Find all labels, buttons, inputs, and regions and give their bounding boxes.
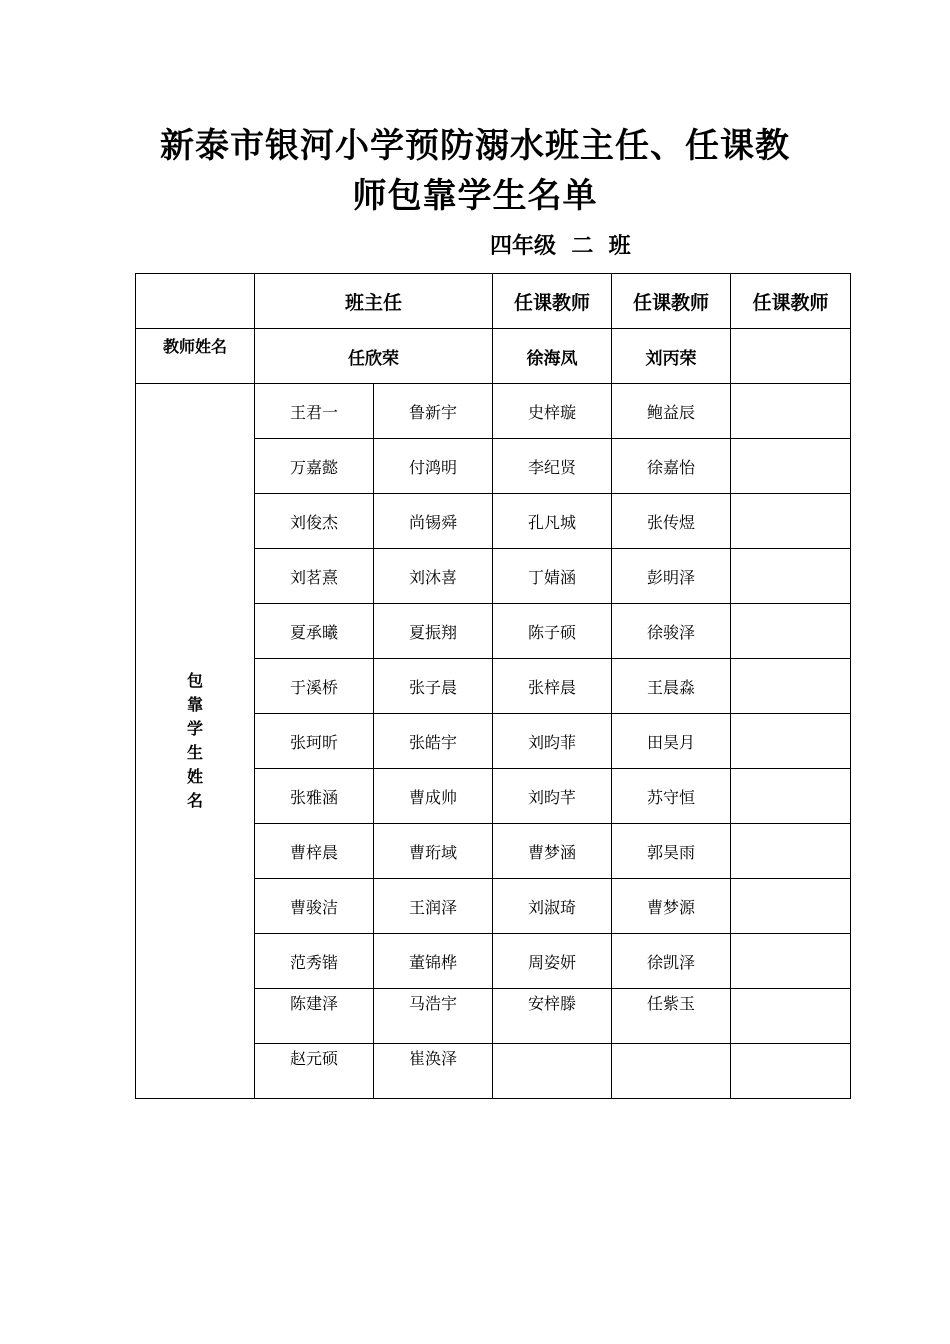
student-cell: 陈建泽 <box>255 989 374 1044</box>
document-title-line-2: 师包靠学生名单 <box>352 176 598 216</box>
student-cell: 张子晨 <box>374 659 493 714</box>
student-cell: 刘昀菲 <box>493 714 612 769</box>
student-cell: 张雅涵 <box>255 769 374 824</box>
student-cell: 张皓宇 <box>374 714 493 769</box>
student-cell <box>731 549 851 604</box>
student-cell: 张传煜 <box>612 494 731 549</box>
student-cell: 安梓滕 <box>493 989 612 1044</box>
student-cell <box>731 494 851 549</box>
student-cell <box>731 384 851 439</box>
student-cell <box>731 604 851 659</box>
student-cell <box>731 934 851 989</box>
student-cell: 张梓晨 <box>493 659 612 714</box>
teacher-name-2: 刘丙荣 <box>612 329 731 384</box>
student-cell: 王晨淼 <box>612 659 731 714</box>
student-cell <box>731 769 851 824</box>
student-cell: 任紫玉 <box>612 989 731 1044</box>
student-cell: 郭昊雨 <box>612 824 731 879</box>
student-cell <box>731 989 851 1044</box>
student-cell <box>731 439 851 494</box>
header-subject-teacher-1: 任课教师 <box>493 274 612 329</box>
student-cell: 徐凯泽 <box>612 934 731 989</box>
student-cell <box>731 714 851 769</box>
student-cell: 陈子硕 <box>493 604 612 659</box>
students-label <box>136 384 255 1099</box>
student-cell: 鲍益辰 <box>612 384 731 439</box>
teacher-name-head: 任欣荣 <box>255 329 493 384</box>
student-cell: 尚锡舜 <box>374 494 493 549</box>
students-label-char: 靠 <box>186 695 203 714</box>
student-cell: 万嘉懿 <box>255 439 374 494</box>
student-cell: 苏守恒 <box>612 769 731 824</box>
teacher-name-label: 教师姓名 <box>136 329 255 384</box>
class-label: 四年级 二 班 <box>490 233 631 259</box>
student-cell: 刘昀芊 <box>493 769 612 824</box>
header-blank-cell <box>136 274 255 329</box>
student-cell: 王君一 <box>255 384 374 439</box>
student-cell: 刘沐喜 <box>374 549 493 604</box>
teacher-name-3 <box>731 329 851 384</box>
student-cell <box>731 659 851 714</box>
student-cell: 刘淑琦 <box>493 879 612 934</box>
student-cell: 刘茗熹 <box>255 549 374 604</box>
student-cell: 曹成帅 <box>374 769 493 824</box>
header-subject-teacher-2: 任课教师 <box>612 274 731 329</box>
student-cell <box>731 824 851 879</box>
student-cell: 范秀锴 <box>255 934 374 989</box>
student-cell: 崔涣泽 <box>374 1044 493 1099</box>
student-cell: 付鸿明 <box>374 439 493 494</box>
student-cell <box>731 879 851 934</box>
students-label-char: 名 <box>186 791 203 810</box>
student-cell <box>731 1044 851 1099</box>
student-cell: 李纪贤 <box>493 439 612 494</box>
student-cell: 孔凡城 <box>493 494 612 549</box>
header-row <box>136 274 851 329</box>
header-head-teacher: 班主任 <box>255 274 493 329</box>
header-subject-teacher-3: 任课教师 <box>731 274 851 329</box>
students-label-char: 姓 <box>186 767 203 786</box>
teacher-student-table <box>135 273 851 1099</box>
student-cell: 夏承曦 <box>255 604 374 659</box>
student-row <box>136 384 851 439</box>
student-cell: 赵元硕 <box>255 1044 374 1099</box>
student-cell: 鲁新宇 <box>374 384 493 439</box>
student-cell: 徐骏泽 <box>612 604 731 659</box>
teacher-name-row <box>136 329 851 384</box>
document-title-line-1: 新泰市银河小学预防溺水班主任、任课教 <box>160 126 790 166</box>
student-cell: 于溪桥 <box>255 659 374 714</box>
student-cell: 董锦桦 <box>374 934 493 989</box>
teacher-name-1: 徐海凤 <box>493 329 612 384</box>
student-cell: 曹珩域 <box>374 824 493 879</box>
student-cell: 曹梦源 <box>612 879 731 934</box>
student-cell: 丁婧涵 <box>493 549 612 604</box>
student-cell: 田昊月 <box>612 714 731 769</box>
student-cell: 夏振翔 <box>374 604 493 659</box>
student-cell: 马浩宇 <box>374 989 493 1044</box>
students-label-char: 学 <box>186 719 203 738</box>
student-cell <box>612 1044 731 1099</box>
student-cell: 彭明泽 <box>612 549 731 604</box>
student-cell: 周姿妍 <box>493 934 612 989</box>
student-cell <box>493 1044 612 1099</box>
student-cell: 曹骏洁 <box>255 879 374 934</box>
student-cell: 刘俊杰 <box>255 494 374 549</box>
student-cell: 徐嘉怡 <box>612 439 731 494</box>
student-cell: 曹梦涵 <box>493 824 612 879</box>
student-cell: 史梓璇 <box>493 384 612 439</box>
students-label-char: 包 <box>186 671 203 690</box>
student-cell: 王润泽 <box>374 879 493 934</box>
student-cell: 张珂昕 <box>255 714 374 769</box>
students-label-char: 生 <box>186 743 203 762</box>
student-cell: 曹梓晨 <box>255 824 374 879</box>
